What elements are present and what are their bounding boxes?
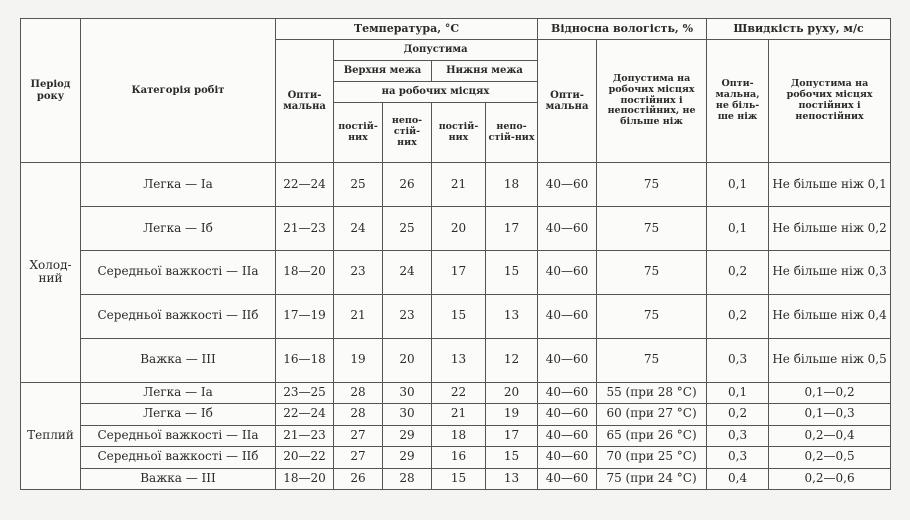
table-row	[21, 447, 891, 468]
lower-nonpermanent-cell: 20	[486, 382, 538, 403]
humidity-permissible-cell: 75	[597, 163, 707, 207]
upper-nonpermanent-cell: 26	[383, 163, 432, 207]
header-lower-nonpermanent: непо-стій-них	[486, 103, 538, 163]
lower-permanent-cell: 17	[432, 250, 486, 294]
header-lower-limit: Нижня межа	[432, 61, 538, 82]
header-lower-permanent: постій-них	[432, 103, 486, 163]
humidity-optimal-cell: 40—60	[538, 382, 597, 403]
header-upper-limit: Верхня межа	[334, 61, 432, 82]
humidity-optimal-cell: 40—60	[538, 206, 597, 250]
temp-optimal-cell: 22—24	[276, 404, 334, 425]
humidity-permissible-cell: 70 (при 25 °С)	[597, 447, 707, 468]
header-period: Період року	[21, 19, 81, 163]
category-cell: Важка — ІІІ	[81, 338, 276, 382]
lower-permanent-cell: 21	[432, 404, 486, 425]
category-cell: Легка — Іа	[81, 382, 276, 403]
upper-nonpermanent-cell: 20	[383, 338, 432, 382]
speed-optimal-cell: 0,1	[707, 382, 769, 403]
lower-permanent-cell: 20	[432, 206, 486, 250]
header-speed: Швидкість руху, м/с	[707, 19, 891, 40]
humidity-optimal-cell: 40—60	[538, 163, 597, 207]
speed-optimal-cell: 0,4	[707, 468, 769, 490]
speed-optimal-cell: 0,3	[707, 447, 769, 468]
upper-permanent-cell: 27	[334, 447, 383, 468]
category-cell: Легка — Іб	[81, 206, 276, 250]
lower-nonpermanent-cell: 19	[486, 404, 538, 425]
humidity-optimal-cell: 40—60	[538, 250, 597, 294]
temp-optimal-cell: 23—25	[276, 382, 334, 403]
table-row	[21, 382, 891, 403]
speed-permissible-cell: Не більше ніж 0,3	[769, 250, 891, 294]
speed-permissible-cell: 0,2—0,5	[769, 447, 891, 468]
header-temp-optimal: Опти-мальна	[276, 40, 334, 163]
upper-nonpermanent-cell: 30	[383, 382, 432, 403]
table-row	[21, 425, 891, 446]
humidity-optimal-cell: 40—60	[538, 404, 597, 425]
lower-nonpermanent-cell: 15	[486, 447, 538, 468]
humidity-permissible-cell: 75	[597, 294, 707, 338]
upper-permanent-cell: 21	[334, 294, 383, 338]
table-row	[21, 206, 891, 250]
humidity-optimal-cell: 40—60	[538, 294, 597, 338]
speed-permissible-cell: 0,1—0,2	[769, 382, 891, 403]
temp-optimal-cell: 18—20	[276, 250, 334, 294]
category-cell: Легка — Іб	[81, 404, 276, 425]
category-cell: Середньої важкості — ІІб	[81, 294, 276, 338]
upper-nonpermanent-cell: 29	[383, 425, 432, 446]
microclimate-norms-table	[20, 18, 891, 490]
lower-nonpermanent-cell: 13	[486, 294, 538, 338]
upper-nonpermanent-cell: 28	[383, 468, 432, 490]
table-row	[21, 250, 891, 294]
upper-permanent-cell: 27	[334, 425, 383, 446]
temp-optimal-cell: 20—22	[276, 447, 334, 468]
humidity-permissible-cell: 75 (при 24 °С)	[597, 468, 707, 490]
header-humidity: Відносна вологість, %	[538, 19, 707, 40]
humidity-optimal-cell: 40—60	[538, 425, 597, 446]
upper-permanent-cell: 19	[334, 338, 383, 382]
upper-permanent-cell: 26	[334, 468, 383, 490]
header-speed-permissible: Допустима на робочих місцях постійних і непостійних	[769, 40, 891, 163]
table-row	[21, 338, 891, 382]
humidity-optimal-cell: 40—60	[538, 447, 597, 468]
header-temperature: Температура, °С	[276, 19, 538, 40]
category-cell: Середньої важкості — ІІа	[81, 250, 276, 294]
temp-optimal-cell: 17—19	[276, 294, 334, 338]
speed-optimal-cell: 0,1	[707, 163, 769, 207]
category-cell: Легка — Іа	[81, 163, 276, 207]
humidity-permissible-cell: 55 (при 28 °С)	[597, 382, 707, 403]
humidity-permissible-cell: 65 (при 26 °С)	[597, 425, 707, 446]
upper-permanent-cell: 28	[334, 382, 383, 403]
header-temp-permissible: Допустима	[334, 40, 538, 61]
speed-optimal-cell: 0,3	[707, 338, 769, 382]
temp-optimal-cell: 22—24	[276, 163, 334, 207]
lower-nonpermanent-cell: 17	[486, 206, 538, 250]
humidity-optimal-cell: 40—60	[538, 338, 597, 382]
upper-nonpermanent-cell: 30	[383, 404, 432, 425]
header-upper-nonpermanent: непо-стій-них	[383, 103, 432, 163]
speed-optimal-cell: 0,2	[707, 294, 769, 338]
lower-permanent-cell: 15	[432, 294, 486, 338]
lower-permanent-cell: 21	[432, 163, 486, 207]
lower-permanent-cell: 13	[432, 338, 486, 382]
lower-permanent-cell: 22	[432, 382, 486, 403]
temp-optimal-cell: 16—18	[276, 338, 334, 382]
humidity-permissible-cell: 60 (при 27 °С)	[597, 404, 707, 425]
speed-permissible-cell: Не більше ніж 0,4	[769, 294, 891, 338]
humidity-permissible-cell: 75	[597, 206, 707, 250]
header-at-workplaces: на робочих місцях	[334, 82, 538, 103]
header-humidity-permissible: Допустима на робочих місцях постійних і непостійних, не більше ніж	[597, 40, 707, 163]
lower-permanent-cell: 18	[432, 425, 486, 446]
season-cold-label: Холод-ний	[21, 163, 81, 383]
header-upper-permanent: постій-них	[334, 103, 383, 163]
header-humidity-optimal: Опти-мальна	[538, 40, 597, 163]
table-body	[21, 163, 891, 490]
temp-optimal-cell: 21—23	[276, 206, 334, 250]
upper-nonpermanent-cell: 29	[383, 447, 432, 468]
speed-optimal-cell: 0,2	[707, 250, 769, 294]
header-speed-optimal: Опти-мальна, не біль-ше ніж	[707, 40, 769, 163]
header-category: Категорія робіт	[81, 19, 276, 163]
upper-nonpermanent-cell: 23	[383, 294, 432, 338]
humidity-permissible-cell: 75	[597, 250, 707, 294]
category-cell: Середньої важкості — ІІа	[81, 425, 276, 446]
upper-permanent-cell: 23	[334, 250, 383, 294]
upper-nonpermanent-cell: 25	[383, 206, 432, 250]
speed-optimal-cell: 0,3	[707, 425, 769, 446]
upper-nonpermanent-cell: 24	[383, 250, 432, 294]
lower-permanent-cell: 15	[432, 468, 486, 490]
speed-permissible-cell: 0,1—0,3	[769, 404, 891, 425]
lower-nonpermanent-cell: 12	[486, 338, 538, 382]
upper-permanent-cell: 24	[334, 206, 383, 250]
speed-permissible-cell: Не більше ніж 0,2	[769, 206, 891, 250]
temp-optimal-cell: 18—20	[276, 468, 334, 490]
upper-permanent-cell: 28	[334, 404, 383, 425]
season-warm-label: Теплий	[21, 382, 81, 489]
humidity-permissible-cell: 75	[597, 338, 707, 382]
speed-optimal-cell: 0,2	[707, 404, 769, 425]
lower-nonpermanent-cell: 13	[486, 468, 538, 490]
table-row	[21, 163, 891, 207]
lower-permanent-cell: 16	[432, 447, 486, 468]
category-cell: Важка — ІІІ	[81, 468, 276, 490]
table-row	[21, 294, 891, 338]
speed-permissible-cell: 0,2—0,4	[769, 425, 891, 446]
speed-optimal-cell: 0,1	[707, 206, 769, 250]
lower-nonpermanent-cell: 18	[486, 163, 538, 207]
table-row	[21, 404, 891, 425]
speed-permissible-cell: Не більше ніж 0,1	[769, 163, 891, 207]
category-cell: Середньої важкості — ІІб	[81, 447, 276, 468]
speed-permissible-cell: Не більше ніж 0,5	[769, 338, 891, 382]
humidity-optimal-cell: 40—60	[538, 468, 597, 490]
upper-permanent-cell: 25	[334, 163, 383, 207]
temp-optimal-cell: 21—23	[276, 425, 334, 446]
lower-nonpermanent-cell: 15	[486, 250, 538, 294]
speed-permissible-cell: 0,2—0,6	[769, 468, 891, 490]
lower-nonpermanent-cell: 17	[486, 425, 538, 446]
table-row	[21, 468, 891, 490]
